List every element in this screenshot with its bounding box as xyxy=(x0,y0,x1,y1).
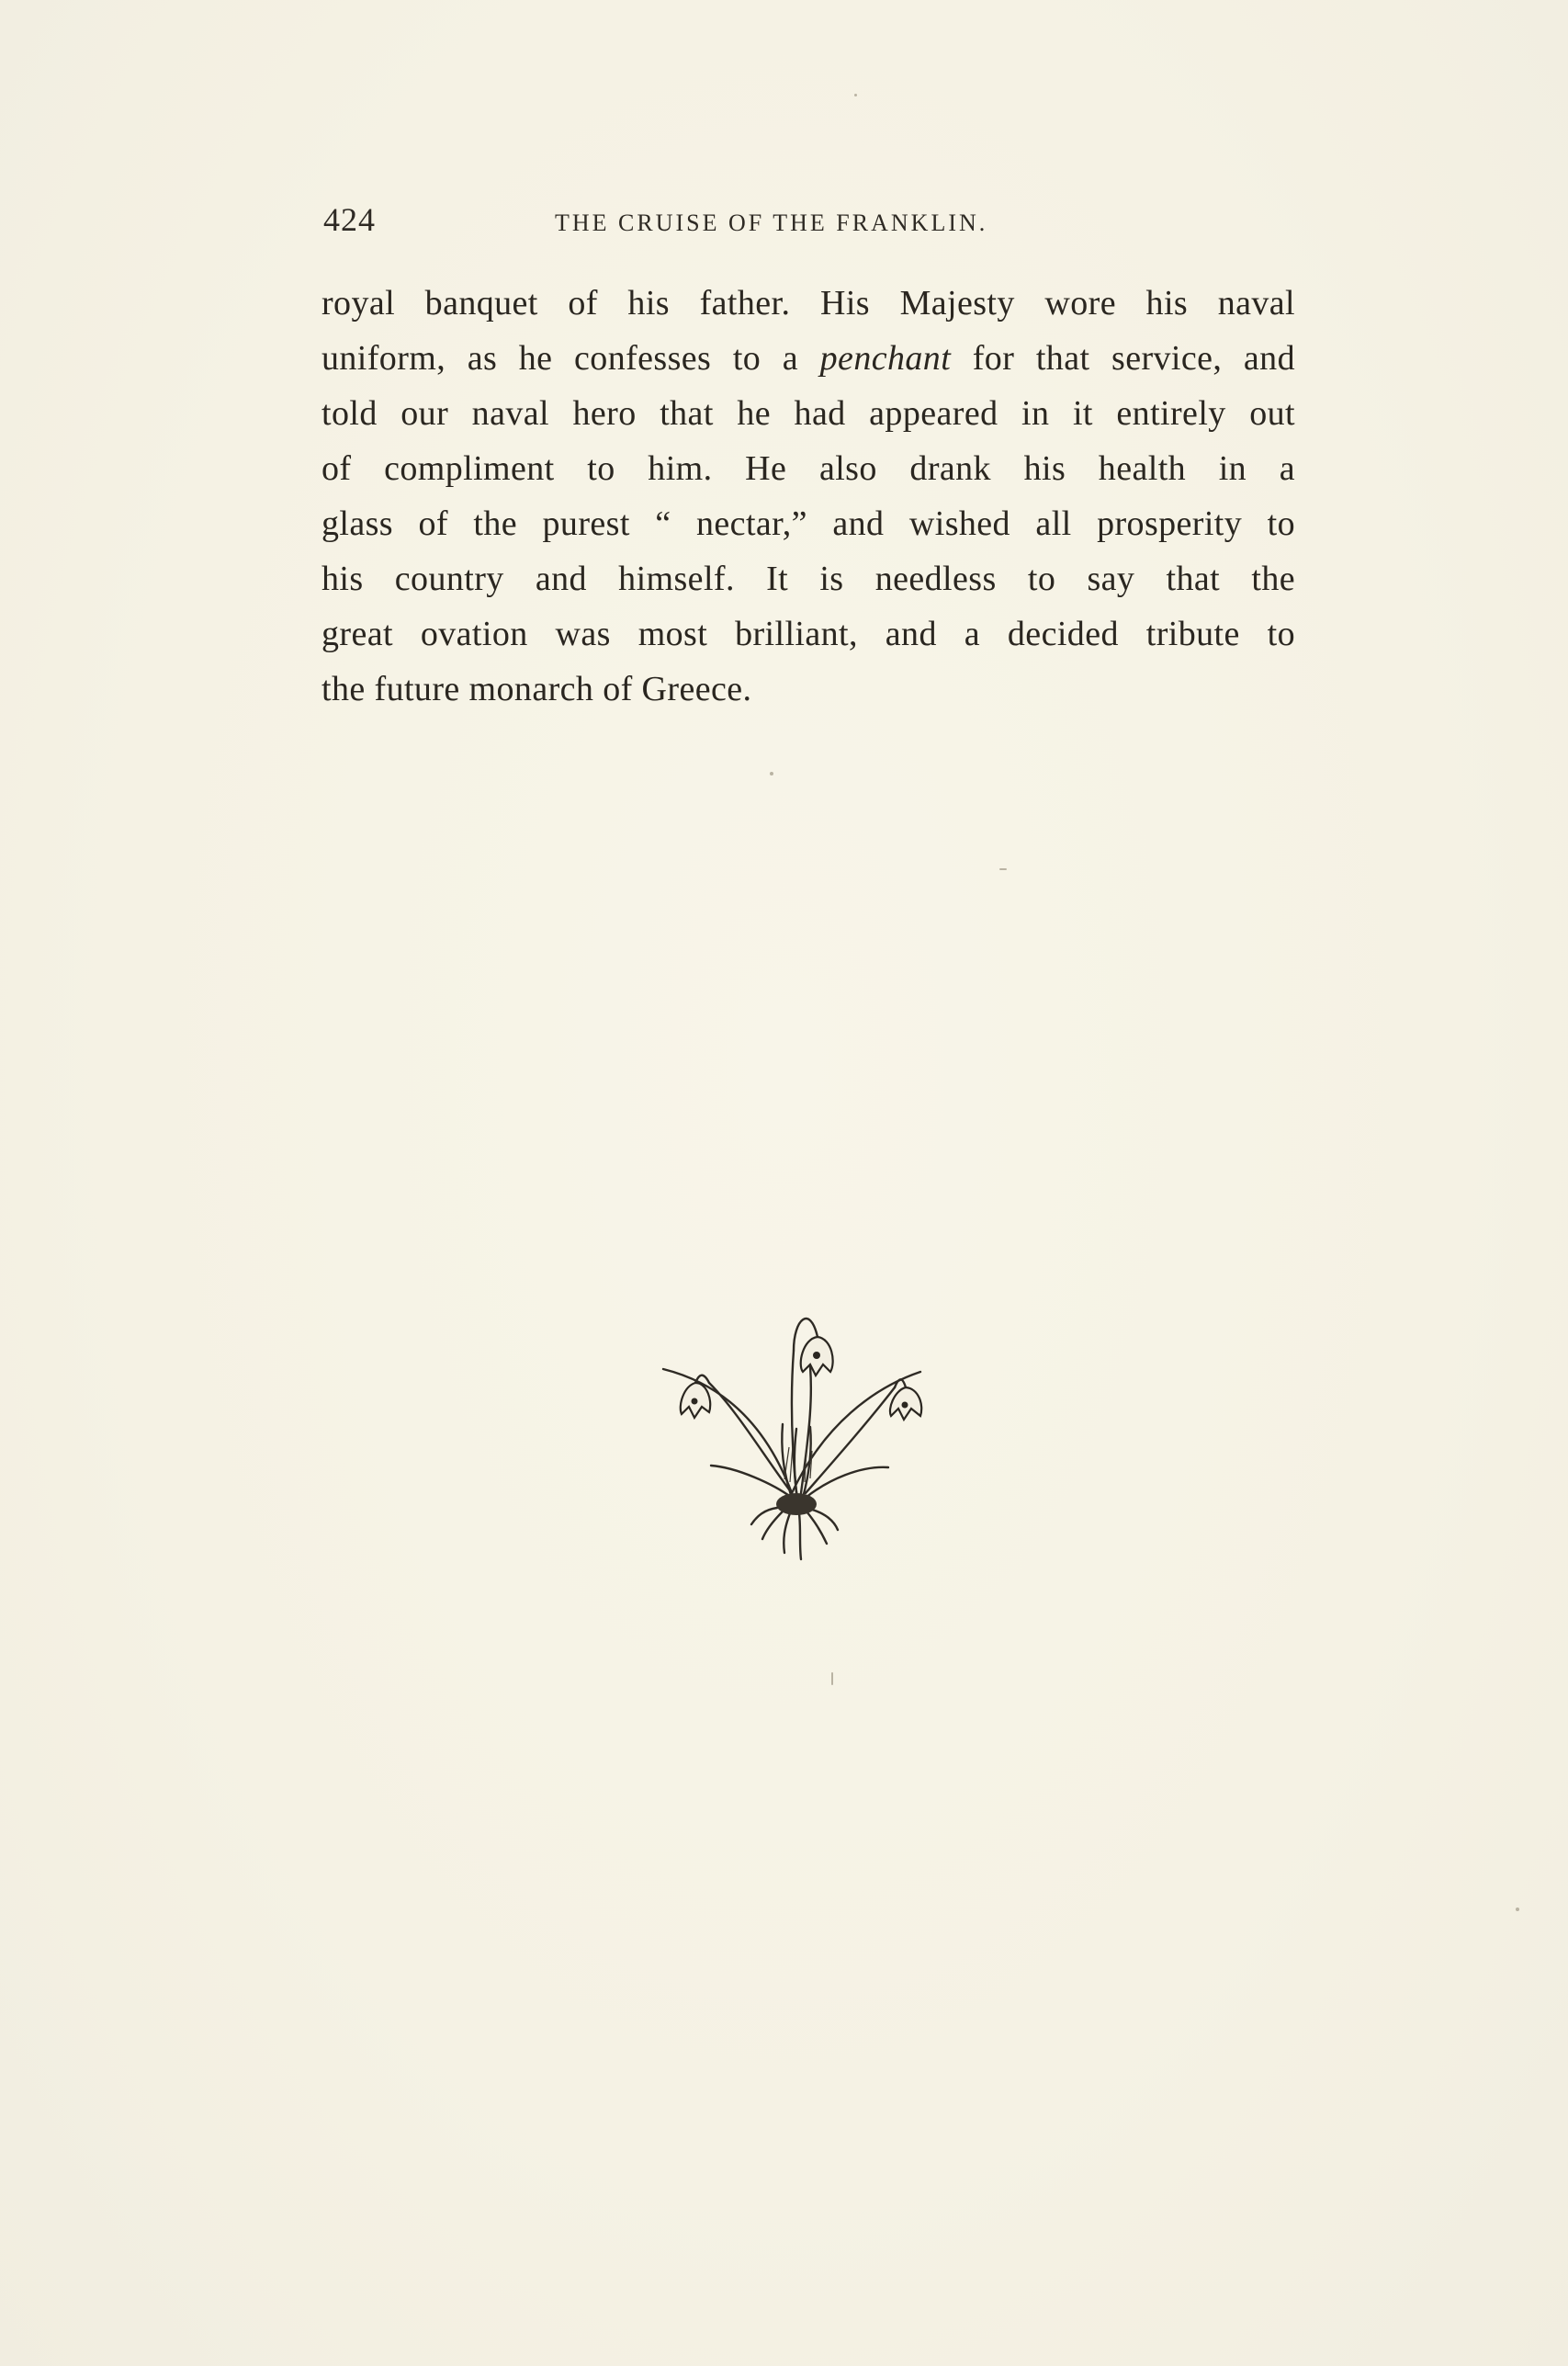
page-header xyxy=(323,200,1297,246)
text-fragment: for that service, and xyxy=(951,339,1295,378)
text-line: glass of the purest “ nectar,” and wished all prosperity to xyxy=(321,504,1295,543)
text-line: his country and himself. It is needless to say that the xyxy=(321,560,1295,598)
text-fragment: uniform, as he confesses to a xyxy=(321,339,820,378)
text-line: royal banquet of his father. His Majesty wore his naval xyxy=(321,284,1295,323)
text-line: great ovation was most brilliant, and a decided tribute to xyxy=(321,615,1295,653)
text-line: the future monarch of Greece. xyxy=(321,670,752,708)
paper-speck xyxy=(831,1672,833,1685)
snowdrop-flower-icon xyxy=(654,1263,948,1576)
paper-speck xyxy=(999,868,1007,870)
paper-speck xyxy=(1516,1908,1519,1911)
paper-speck xyxy=(770,772,773,775)
text-line: told our naval hero that he had appeared in it entirely out xyxy=(321,394,1295,433)
italic-word: penchant xyxy=(819,339,952,378)
text-line xyxy=(321,331,1295,386)
body-paragraph xyxy=(321,276,1295,717)
running-title: THE CRUISE OF THE FRANKLIN. xyxy=(555,209,988,236)
paper-speck xyxy=(854,94,857,96)
text-line: of compliment to him. He also drank his health in a xyxy=(321,449,1295,488)
page-number: 424 xyxy=(323,201,376,238)
